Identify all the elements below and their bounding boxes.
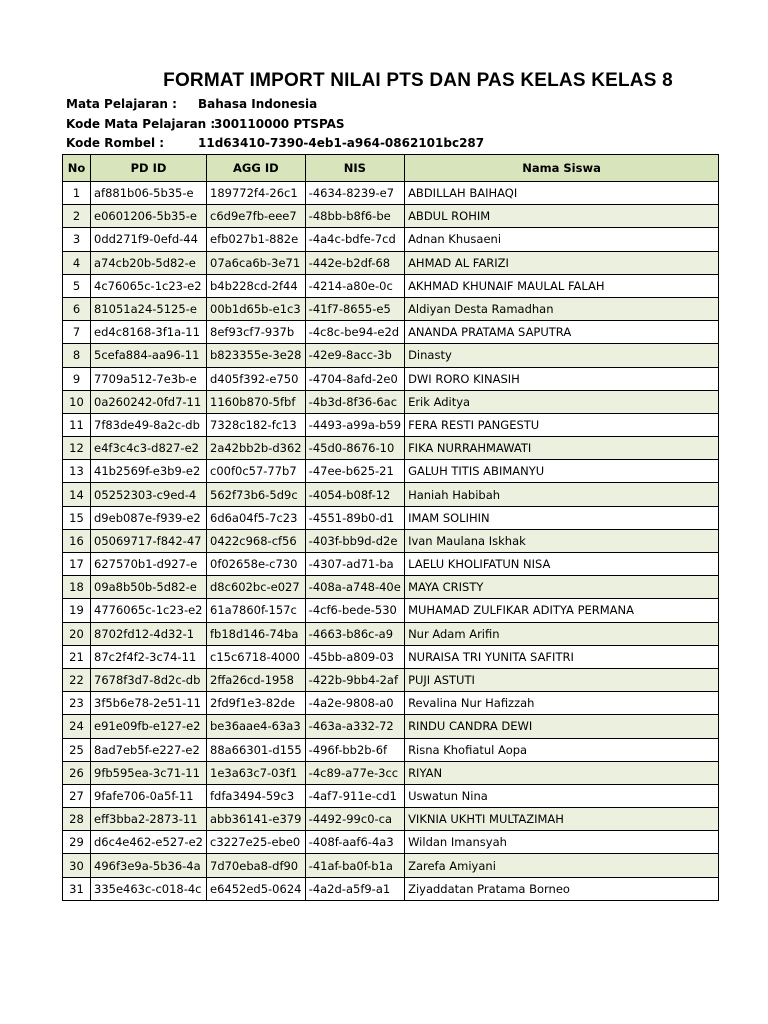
- cell-agg-id: 88a66301-d155: [207, 738, 306, 761]
- cell-nis: -496f-bb2b-6f: [305, 738, 404, 761]
- cell-pd-id: d9eb087e-f939-e2: [91, 506, 207, 529]
- cell-nis: -442e-b2df-68: [305, 251, 404, 274]
- cell-pd-id: 335e463c-c018-4c: [91, 877, 207, 900]
- table-row: [63, 437, 719, 460]
- table-row: [63, 483, 719, 506]
- cell-pd-id: 87c2f4f2-3c74-11: [91, 645, 207, 668]
- cell-nama-siswa: Haniah Habibah: [405, 483, 719, 506]
- cell-nis: -4634-8239-e7: [305, 182, 404, 205]
- rombel-label: Kode Rombel :: [66, 136, 165, 150]
- cell-no: 8: [63, 344, 91, 367]
- cell-nama-siswa: Nur Adam Arifin: [405, 622, 719, 645]
- cell-no: 2: [63, 205, 91, 228]
- cell-agg-id: c3227e25-ebe0: [207, 831, 306, 854]
- kode-mapel-label: Kode Mata Pelajaran :: [66, 117, 216, 131]
- cell-no: 30: [63, 854, 91, 877]
- table-row: [63, 668, 719, 691]
- cell-agg-id: 07a6ca6b-3e71: [207, 251, 306, 274]
- header-agg-id: AGG ID: [207, 155, 306, 182]
- table-row: [63, 831, 719, 854]
- cell-nis: -45d0-8676-10: [305, 437, 404, 460]
- cell-no: 18: [63, 576, 91, 599]
- cell-nis: -4663-b86c-a9: [305, 622, 404, 645]
- cell-nama-siswa: VIKNIA UKHTI MULTAZIMAH: [405, 808, 719, 831]
- cell-nama-siswa: Ziyaddatan Pratama Borneo: [405, 877, 719, 900]
- cell-pd-id: 4c76065c-1c23-e2: [91, 274, 207, 297]
- cell-nis: -408f-aaf6-4a3: [305, 831, 404, 854]
- cell-agg-id: b4b228cd-2f44: [207, 274, 306, 297]
- mapel-row: [66, 97, 317, 111]
- cell-agg-id: 61a7860f-157c: [207, 599, 306, 622]
- cell-agg-id: 6d6a04f5-7c23: [207, 506, 306, 529]
- cell-pd-id: 7709a512-7e3b-e: [91, 367, 207, 390]
- cell-no: 29: [63, 831, 91, 854]
- cell-nama-siswa: GALUH TITIS ABIMANYU: [405, 460, 719, 483]
- cell-no: 21: [63, 645, 91, 668]
- cell-no: 16: [63, 529, 91, 552]
- cell-nis: -42e9-8acc-3b: [305, 344, 404, 367]
- grades-table: [62, 154, 719, 901]
- cell-pd-id: 496f3e9a-5b36-4a: [91, 854, 207, 877]
- cell-pd-id: 8ad7eb5f-e227-e2: [91, 738, 207, 761]
- cell-nis: -4af7-911e-cd1: [305, 784, 404, 807]
- table-row: [63, 390, 719, 413]
- table-row: [63, 692, 719, 715]
- table-row: [63, 297, 719, 320]
- cell-nis: -4c89-a77e-3cc: [305, 761, 404, 784]
- cell-agg-id: 2fd9f1e3-82de: [207, 692, 306, 715]
- cell-pd-id: 8702fd12-4d32-1: [91, 622, 207, 645]
- rombel-value: 11d63410-7390-4eb1-a964-0862101bc287: [198, 136, 485, 150]
- cell-pd-id: 81051a24-5125-e: [91, 297, 207, 320]
- cell-nis: -4492-99c0-ca: [305, 808, 404, 831]
- cell-agg-id: 562f73b6-5d9c: [207, 483, 306, 506]
- table-row: [63, 413, 719, 436]
- cell-nis: -4a2d-a5f9-a1: [305, 877, 404, 900]
- cell-no: 3: [63, 228, 91, 251]
- cell-nama-siswa: Dinasty: [405, 344, 719, 367]
- cell-no: 17: [63, 553, 91, 576]
- table-row: [63, 553, 719, 576]
- cell-nis: -48bb-b8f6-be: [305, 205, 404, 228]
- cell-no: 26: [63, 761, 91, 784]
- cell-nis: -4551-89b0-d1: [305, 506, 404, 529]
- cell-pd-id: 9fb595ea-3c71-11: [91, 761, 207, 784]
- cell-nama-siswa: DWI RORO KINASIH: [405, 367, 719, 390]
- table-row: [63, 529, 719, 552]
- cell-nama-siswa: Uswatun Nina: [405, 784, 719, 807]
- cell-nis: -4704-8afd-2e0: [305, 367, 404, 390]
- cell-nis: -463a-a332-72: [305, 715, 404, 738]
- cell-nis: -41f7-8655-e5: [305, 297, 404, 320]
- cell-no: 4: [63, 251, 91, 274]
- table-row: [63, 576, 719, 599]
- cell-nama-siswa: Erik Aditya: [405, 390, 719, 413]
- cell-no: 1: [63, 182, 91, 205]
- cell-no: 13: [63, 460, 91, 483]
- cell-no: 24: [63, 715, 91, 738]
- mapel-label: Mata Pelajaran :: [66, 97, 177, 111]
- table-row: [63, 274, 719, 297]
- table-row: [63, 321, 719, 344]
- table-row: [63, 251, 719, 274]
- table-row: [63, 784, 719, 807]
- cell-nis: -422b-9bb4-2af: [305, 668, 404, 691]
- table-row: [63, 877, 719, 900]
- table-row: [63, 622, 719, 645]
- cell-agg-id: 2a42bb2b-d362: [207, 437, 306, 460]
- cell-no: 23: [63, 692, 91, 715]
- table-row: [63, 738, 719, 761]
- cell-pd-id: d6c4e462-e527-e2: [91, 831, 207, 854]
- cell-nis: -41af-ba0f-b1a: [305, 854, 404, 877]
- cell-nis: -403f-bb9d-d2e: [305, 529, 404, 552]
- cell-nama-siswa: AKHMAD KHUNAIF MAULAL FALAH: [405, 274, 719, 297]
- cell-no: 11: [63, 413, 91, 436]
- cell-nama-siswa: Zarefa Amiyani: [405, 854, 719, 877]
- cell-no: 9: [63, 367, 91, 390]
- cell-nis: -4c8c-be94-e2d: [305, 321, 404, 344]
- header-pd-id: PD ID: [91, 155, 207, 182]
- mapel-value: Bahasa Indonesia: [198, 97, 318, 111]
- cell-nama-siswa: MAYA CRISTY: [405, 576, 719, 599]
- table-row: [63, 228, 719, 251]
- cell-agg-id: 1160b870-5fbf: [207, 390, 306, 413]
- cell-no: 7: [63, 321, 91, 344]
- cell-pd-id: e4f3c4c3-d827-e2: [91, 437, 207, 460]
- cell-no: 28: [63, 808, 91, 831]
- cell-nis: -4054-b08f-12: [305, 483, 404, 506]
- cell-pd-id: 4776065c-1c23-e2: [91, 599, 207, 622]
- table-row: [63, 460, 719, 483]
- cell-nama-siswa: MUHAMAD ZULFIKAR ADITYA PERMANA: [405, 599, 719, 622]
- cell-nama-siswa: Ivan Maulana Iskhak: [405, 529, 719, 552]
- table-row: [63, 645, 719, 668]
- cell-no: 12: [63, 437, 91, 460]
- cell-agg-id: 0f02658e-c730: [207, 553, 306, 576]
- cell-agg-id: e6452ed5-0624: [207, 877, 306, 900]
- cell-pd-id: 7f83de49-8a2c-db: [91, 413, 207, 436]
- cell-nama-siswa: RINDU CANDRA DEWI: [405, 715, 719, 738]
- kode-mapel-row: [66, 117, 345, 131]
- header-nama-siswa: Nama Siswa: [405, 155, 719, 182]
- cell-agg-id: c15c6718-4000: [207, 645, 306, 668]
- cell-pd-id: 3f5b6e78-2e51-11: [91, 692, 207, 715]
- cell-pd-id: 0dd271f9-0efd-44: [91, 228, 207, 251]
- cell-nis: -4a2e-9808-a0: [305, 692, 404, 715]
- cell-agg-id: 0422c968-cf56: [207, 529, 306, 552]
- cell-agg-id: efb027b1-882e: [207, 228, 306, 251]
- cell-pd-id: eff3bba2-2873-11: [91, 808, 207, 831]
- cell-agg-id: 189772f4-26c1: [207, 182, 306, 205]
- cell-nis: -47ee-b625-21: [305, 460, 404, 483]
- table-row: [63, 344, 719, 367]
- table-row: [63, 808, 719, 831]
- cell-agg-id: 00b1d65b-e1c3: [207, 297, 306, 320]
- cell-nama-siswa: LAELU KHOLIFATUN NISA: [405, 553, 719, 576]
- cell-nis: -408a-a748-40e: [305, 576, 404, 599]
- cell-nama-siswa: ABDUL ROHIM: [405, 205, 719, 228]
- cell-no: 31: [63, 877, 91, 900]
- cell-no: 19: [63, 599, 91, 622]
- cell-no: 6: [63, 297, 91, 320]
- cell-pd-id: 0a260242-0fd7-11: [91, 390, 207, 413]
- cell-pd-id: 09a8b50b-5d82-e: [91, 576, 207, 599]
- header-nis: NIS: [305, 155, 404, 182]
- table-header-row: [63, 155, 719, 182]
- cell-nama-siswa: IMAM SOLIHIN: [405, 506, 719, 529]
- cell-pd-id: ed4c8168-3f1a-11: [91, 321, 207, 344]
- page-title: FORMAT IMPORT NILAI PTS DAN PAS KELAS KELAS 8: [163, 70, 673, 91]
- cell-nama-siswa: NURAISA TRI YUNITA SAFITRI: [405, 645, 719, 668]
- cell-nama-siswa: Risna Khofiatul Aopa: [405, 738, 719, 761]
- cell-agg-id: 1e3a63c7-03f1: [207, 761, 306, 784]
- cell-pd-id: 5cefa884-aa96-11: [91, 344, 207, 367]
- cell-nama-siswa: Revalina Nur Hafizzah: [405, 692, 719, 715]
- cell-no: 14: [63, 483, 91, 506]
- cell-nis: -4214-a80e-0c: [305, 274, 404, 297]
- cell-no: 25: [63, 738, 91, 761]
- kode-mapel-value: 300110000 PTSPAS: [214, 117, 345, 131]
- cell-no: 5: [63, 274, 91, 297]
- cell-no: 27: [63, 784, 91, 807]
- cell-pd-id: af881b06-5b35-e: [91, 182, 207, 205]
- cell-agg-id: 7328c182-fc13: [207, 413, 306, 436]
- cell-pd-id: a74cb20b-5d82-e: [91, 251, 207, 274]
- cell-agg-id: fdfa3494-59c3: [207, 784, 306, 807]
- cell-nama-siswa: ANANDA PRATAMA SAPUTRA: [405, 321, 719, 344]
- cell-agg-id: c00f0c57-77b7: [207, 460, 306, 483]
- cell-nis: -4cf6-bede-530: [305, 599, 404, 622]
- table-row: [63, 715, 719, 738]
- table-row: [63, 506, 719, 529]
- cell-pd-id: 627570b1-d927-e: [91, 553, 207, 576]
- cell-pd-id: 05252303-c9ed-4: [91, 483, 207, 506]
- cell-nis: -4b3d-8f36-6ac: [305, 390, 404, 413]
- cell-nama-siswa: AHMAD AL FARIZI: [405, 251, 719, 274]
- cell-nama-siswa: ABDILLAH BAIHAQI: [405, 182, 719, 205]
- cell-nama-siswa: Wildan Imansyah: [405, 831, 719, 854]
- cell-nama-siswa: RIYAN: [405, 761, 719, 784]
- table-row: [63, 761, 719, 784]
- table-row: [63, 205, 719, 228]
- cell-nis: -4a4c-bdfe-7cd: [305, 228, 404, 251]
- table-row: [63, 182, 719, 205]
- cell-pd-id: 05069717-f842-47: [91, 529, 207, 552]
- cell-agg-id: b823355e-3e28: [207, 344, 306, 367]
- cell-pd-id: 9fafe706-0a5f-11: [91, 784, 207, 807]
- cell-pd-id: e91e09fb-e127-e2: [91, 715, 207, 738]
- cell-nis: -45bb-a809-03: [305, 645, 404, 668]
- header-no: No: [63, 155, 91, 182]
- cell-nis: -4307-ad71-ba: [305, 553, 404, 576]
- cell-no: 15: [63, 506, 91, 529]
- cell-agg-id: be36aae4-63a3: [207, 715, 306, 738]
- cell-agg-id: abb36141-e379: [207, 808, 306, 831]
- cell-agg-id: 8ef93cf7-937b: [207, 321, 306, 344]
- cell-nama-siswa: FIKA NURRAHMAWATI: [405, 437, 719, 460]
- cell-agg-id: c6d9e7fb-eee7: [207, 205, 306, 228]
- cell-agg-id: 7d70eba8-df90: [207, 854, 306, 877]
- cell-no: 20: [63, 622, 91, 645]
- cell-agg-id: d8c602bc-e027: [207, 576, 306, 599]
- cell-nama-siswa: FERA RESTI PANGESTU: [405, 413, 719, 436]
- cell-pd-id: 7678f3d7-8d2c-db: [91, 668, 207, 691]
- cell-no: 10: [63, 390, 91, 413]
- cell-agg-id: d405f392-e750: [207, 367, 306, 390]
- cell-no: 22: [63, 668, 91, 691]
- cell-pd-id: 41b2569f-e3b9-e2: [91, 460, 207, 483]
- cell-agg-id: 2ffa26cd-1958: [207, 668, 306, 691]
- cell-nama-siswa: Adnan Khusaeni: [405, 228, 719, 251]
- table-row: [63, 599, 719, 622]
- cell-agg-id: fb18d146-74ba: [207, 622, 306, 645]
- table-row: [63, 854, 719, 877]
- cell-nis: -4493-a99a-b59: [305, 413, 404, 436]
- table-row: [63, 367, 719, 390]
- cell-pd-id: e0601206-5b35-e: [91, 205, 207, 228]
- cell-nama-siswa: PUJI ASTUTI: [405, 668, 719, 691]
- cell-nama-siswa: Aldiyan Desta Ramadhan: [405, 297, 719, 320]
- rombel-row: [66, 136, 484, 150]
